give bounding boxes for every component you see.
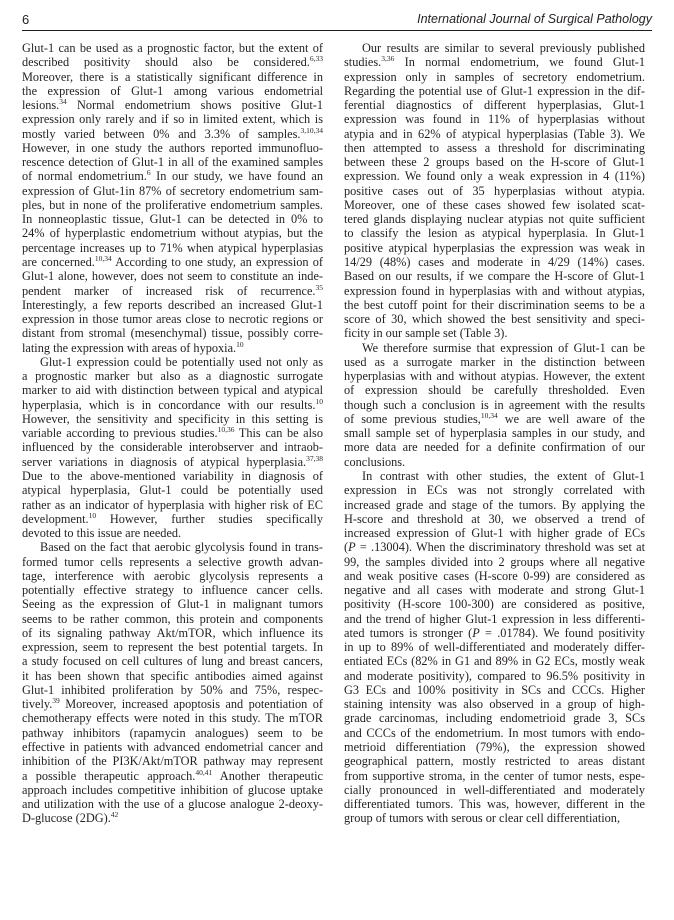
- paragraph: [344, 469, 645, 826]
- text-line: a possible therapeutic approach.$^{40,41}$ Another therapeutic: [22, 767, 323, 783]
- citation-superscript: 10: [315, 396, 323, 406]
- text-line: development.$^{10}$ However, further studies specifically: [22, 510, 323, 526]
- text-line: ples, but in none of the proliferative endometrium samples.: [22, 197, 323, 212]
- text-line: potentially effective strategy to influence cancer cells.: [22, 583, 323, 598]
- citation-superscript: 3,10,34: [300, 125, 323, 135]
- text-line: in up to 89% of well-differentiated and moderately differ-: [344, 640, 645, 655]
- text-line: Glut-1 expression could be potentially used not only as: [40, 354, 323, 369]
- text-line: effective in patients with advanced endometrial cancer and: [22, 740, 323, 755]
- text-line: mostly varied between 0% and 3.3% of samples.$^{3,10,34}$: [22, 125, 323, 141]
- text-line: score of 30, which showed the best sensitivity and speci-: [344, 312, 645, 327]
- text-line: used as a surrogate marker in the distinction between: [344, 354, 645, 369]
- text-line: increased grade and stage of the tumors. By applying the: [344, 497, 645, 512]
- text-line: it has been shown that specific antibodies aimed against: [22, 668, 323, 683]
- text-line: tage, interference with aerobic glycolysis represents a: [22, 568, 323, 583]
- text-line: positive atypical hyperplasias the expression was weak in: [344, 240, 645, 255]
- citation-superscript: 10: [88, 510, 97, 520]
- citation-superscript: 10,34: [480, 410, 498, 420]
- text-line: Moreover, one of these cases showed few isolated scat-: [344, 197, 645, 212]
- text-line: positivity (H-score 100-300) are considered as positive,: [344, 597, 645, 612]
- text-line: small sample set of hyperplasia samples in our study, and: [344, 426, 645, 441]
- text-line: percentage increases up to 71% when atypical hyperplasias: [22, 240, 323, 255]
- paragraph: [22, 355, 323, 540]
- text-line: D-glucose (2DG).$^{42}$: [22, 810, 119, 826]
- citation-superscript: 6,33: [309, 54, 323, 64]
- text-line: cially pronounced in well-differentiated and moderately: [344, 782, 645, 797]
- text-line: In nonneoplastic tissue, Glut-1 can be detected in 0% to: [22, 212, 323, 227]
- citation-superscript: 10: [236, 339, 244, 349]
- text-line: 99, the samples divided into 2 groups where all negative: [344, 554, 645, 569]
- text-line: Moreover, there is a statistically significant difference in: [22, 69, 323, 84]
- text-line: negative and all cases with moderate and strong Glut-1: [344, 583, 645, 598]
- text-line: Our results are similar to several previously published: [362, 41, 645, 55]
- paragraph: [22, 540, 323, 825]
- text-line: tively.$^{39}$ Moreover, increased apoptosis and potentiation of: [22, 696, 323, 712]
- text-line: tered glands displaying nuclear atypias not quite sufficient: [344, 212, 645, 227]
- text-line: increased expression of Glut-1 with higher grade of ECs: [344, 526, 645, 541]
- citation-superscript: 10,36: [217, 425, 235, 435]
- text-line: expression found in hyperplasias with and without atypias,: [344, 283, 645, 298]
- text-line: server variations in diagnosis of atypical hyperplasia.$^{37,38}$: [22, 453, 323, 469]
- text-line: are concerned.$^{10,34}$ According to one study, an expression of: [22, 253, 323, 269]
- text-line: Based on the fact that aerobic glycolysis found in trans-: [40, 540, 323, 555]
- text-line: differentiated tumors. This was, however, different in the: [344, 797, 645, 812]
- paragraph: [22, 41, 323, 355]
- text-line: marker to aid with distinction between typical and atypical: [22, 383, 323, 398]
- text-line: variable according to previous studies.$^{10,36}$ This can be also: [22, 425, 323, 441]
- citation-superscript: 3,36: [381, 54, 395, 64]
- text-line: studies.$^{3,36}$ In normal endometrium, we found Glut-1: [344, 54, 645, 70]
- citation-superscript: 6: [146, 168, 151, 178]
- text-line: lating the expression with areas of hypoxia.$^{10}$: [22, 339, 244, 355]
- text-line: then attempted to assess a threshold for discriminating: [344, 140, 645, 155]
- text-line: Based on our results, if we compare the H-score of Glut-1: [344, 269, 645, 284]
- text-line: the expression of Glut-1 among various endometrial: [22, 83, 323, 98]
- text-line: from supportive stroma, in the center of tumor nests, espe-: [344, 768, 645, 783]
- text-line: influenced by the considerable interobserver and intraob-: [22, 440, 323, 455]
- text-line: and utilization with the use of a glucose analogue 2-deoxy-: [22, 797, 323, 812]
- text-line: ferential diagnostics of different hyperplasias, Glut-1: [344, 98, 645, 113]
- text-line: Interestingly, a few reports described an increased Glut-1: [22, 297, 323, 312]
- text-line: devoted to this issue are needed.: [22, 526, 182, 541]
- text-line: expression in those tumor areas close to necrotic regions or: [22, 312, 323, 327]
- paragraph: [344, 41, 645, 341]
- text-line: ficity in our sample set (Table 3).: [344, 326, 508, 341]
- text-line: of some previous studies,$^{10,34}$ we are well aware of the: [344, 410, 645, 426]
- text-line: Due to the above-mentioned variability in diagnosis of: [22, 468, 323, 483]
- text-line: conclusions.: [344, 454, 406, 469]
- text-line: formed tumor cells represents a selective growth advan-: [22, 554, 323, 569]
- journal-title: International Journal of Surgical Pathology: [417, 12, 652, 26]
- text-line: group of tumors with serous or clear cell differentiation,: [344, 811, 621, 826]
- citation-superscript: 10,34: [94, 253, 112, 263]
- text-line: hyperplasias with and without atypias. However, the extent: [344, 369, 645, 384]
- text-line: H-score and threshold at 30, we observed a trend of: [344, 511, 645, 526]
- text-line: 14/29 (48%) cases and moderate in 4/29 (14%) cases.: [344, 254, 645, 269]
- text-line: expression. We found only a weak expression in 4 (11%): [344, 169, 645, 184]
- text-line: approach includes competitive inhibition of glucose uptake: [22, 782, 323, 797]
- text-line: pathway inhibitors (rapamycin analogues) seem to be: [22, 725, 323, 740]
- citation-superscript: 34: [59, 97, 67, 107]
- text-line: distant from stromal (mesenchymal) tissue, possibly corre-: [22, 326, 323, 341]
- right-column: [344, 41, 645, 826]
- text-line: and moderate positivity), compared to 96.5% positivity in: [344, 668, 645, 683]
- text-line: 24% of hyperplastic endometrium without atypias, but the: [22, 226, 323, 241]
- citation-superscript: 40,41: [195, 767, 213, 777]
- text-line: We therefore surmise that expression of Glut-1 can be: [362, 340, 645, 355]
- text-line: inhibition of the PI3K/Akt/mTOR pathway may represent: [22, 754, 323, 769]
- text-line: Glut-1 alone, however, does not seem to constitute an inde-: [22, 269, 323, 284]
- italic-text: P: [348, 540, 356, 555]
- text-line: more data are needed for a definite confirmation of our: [344, 440, 645, 455]
- text-line: Seeing as the expression of Glut-1 in malignant tumors: [22, 597, 323, 612]
- italic-text: P: [472, 625, 480, 640]
- text-line: However, in one study the authors reported immunofluo-: [22, 140, 323, 155]
- text-line: grade carcinomas, including endometrioid grade 3, SCs: [344, 711, 645, 726]
- text-line: and weak positive cases (H-score 0-99) are considered as: [344, 568, 645, 583]
- text-line: G3 ECs and 100% positivity in SCs and CCCs. Higher: [344, 682, 645, 697]
- text-line: rescence detection of Glut-1 in all of the examined samples: [22, 155, 323, 170]
- text-line: between these 2 groups based on the H-score of Glut-1: [344, 155, 645, 170]
- text-line: However, the sensitivity and specificity in this setting is: [22, 411, 323, 426]
- text-line: the best cutoff point for their discrimination seems to be a: [344, 297, 645, 312]
- page-number: 6: [22, 12, 30, 27]
- text-line: atypical hyperplasia, Glut-1 could be potentially used: [22, 483, 323, 498]
- text-line: In contrast with other studies, the extent of Glut-1: [362, 468, 645, 483]
- left-column: [22, 41, 323, 826]
- text-line: seems to be rather common, this protein and components: [22, 611, 323, 626]
- citation-superscript: 39: [52, 696, 60, 706]
- text-line: rather as an indicator of hyperplasia with higher risk of EC: [22, 497, 323, 512]
- text-line: pendent marker of increased risk of recurrence.$^{35}$: [22, 282, 323, 298]
- text-line: expression only rarely and if so in limited extent, which is: [22, 112, 323, 127]
- citation-superscript: 35: [315, 282, 323, 292]
- running-header: [22, 10, 652, 31]
- text-line: (P = .13004). When the discriminatory threshold was set at: [344, 540, 645, 555]
- text-line: of expression should be carefully thresholded. Even: [344, 383, 645, 398]
- text-line: to classify the lesion as atypical hyperplasia. In Glut-1: [344, 226, 645, 241]
- text-line: chemotherapy effects were noted in this study. The mTOR: [22, 711, 323, 726]
- text-line: expression in ECs was not strongly correlated with: [344, 483, 645, 498]
- text-line: Glut-1 inhibited proliferation by 50% and 75%, respec-: [22, 682, 323, 697]
- paragraph: [344, 341, 645, 469]
- text-line: described positivity should also be considered.$^{6,33}$: [22, 54, 323, 70]
- text-line: staining intensity was also observed in a group of high-: [344, 697, 645, 712]
- text-line: expression, seem to represent the best potential targets. In: [22, 640, 323, 655]
- text-line: expression was found in 11% of hyperplasias without: [344, 112, 645, 127]
- text-line: positive cases out of 35 hyperplasias without atypia.: [344, 183, 645, 198]
- text-line: expression only in samples of secretory endometrium.: [344, 69, 645, 84]
- text-line: a study focused on cell cultures of lung and breast cancers,: [22, 654, 323, 669]
- text-line: expression of Glut-1in 87% of secretory endometrium sam-: [22, 183, 323, 198]
- text-line: geographical pattern, mostly restricted to areas distant: [344, 754, 645, 769]
- text-line: hyperplasia, which is in concordance with our results.$^{10}$: [22, 396, 323, 412]
- text-line: and CCCs of the endometrium. In most tumors with endo-: [344, 725, 645, 740]
- citation-superscript: 37,38: [306, 453, 323, 463]
- text-line: though such a conclusion is in agreement with the results: [344, 397, 645, 412]
- text-line: ated tumors is stronger (P = .01784). We found positivity: [344, 625, 645, 640]
- text-line: a prognostic marker but also as a diagnostic surrogate: [22, 369, 323, 384]
- text-line: Glut-1 can be used as a prognostic factor, but the extent of: [22, 41, 323, 55]
- text-line: and the trend of higher Glut-1 expression in less differenti-: [344, 611, 645, 626]
- citation-superscript: 42: [110, 810, 119, 820]
- text-line: of normal endometrium.$^6$ In our study, we have found an: [22, 168, 323, 184]
- text-line: metrioid differentiation (79%), the expression showed: [344, 740, 645, 755]
- text-line: Regarding the potential use of Glut-1 expression in the dif-: [344, 83, 645, 98]
- text-line: entiated ECs (82% in G1 and 89% in G2 ECs, mostly weak: [344, 654, 645, 669]
- text-line: atypia and in 62% of atypical hyperplasias (Table 3). We: [344, 126, 645, 141]
- text-line: of its signaling pathway Akt/mTOR, which influence its: [22, 625, 323, 640]
- text-line: lesions.$^{34}$ Normal endometrium shows positive Glut-1: [22, 97, 323, 113]
